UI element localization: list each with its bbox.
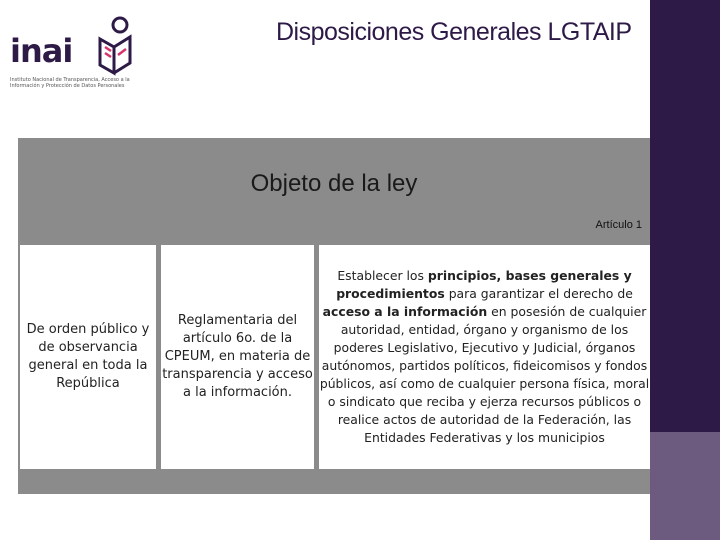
page-title: Disposiciones Generales LGTAIP xyxy=(276,18,632,46)
content-panel xyxy=(18,138,650,494)
inai-logo xyxy=(10,15,140,93)
cell-regulatory: Reglamentaria del artículo 6o. de la CPEUM, en materia de transparencia y acceso a la información. xyxy=(161,245,314,469)
right-sidebar-accent xyxy=(650,432,720,540)
person-book-icon xyxy=(90,15,138,77)
slide-title: Objeto de la ley xyxy=(250,170,418,197)
article-label: Artículo 1 xyxy=(595,219,642,231)
cell-objective: Establecer los principios, bases generales y procedimientos para garantizar el derecho de acceso a la información en posesión de cualquier autoridad, entidad, órgano y organismo de los poderes Legislativo, Ejecutivo y Judicial, órganos autónomos, partidos políticos, fideicomisos y fondos públicos, así como de cualquier persona física, moral o sindicato que reciba y ejerza recursos públicos o realice actos de autoridad de la Federación, las Entidades Federativas y los municipios xyxy=(319,245,650,469)
content-table xyxy=(20,245,650,469)
logo-wordmark: inai xyxy=(10,32,73,70)
cell-public-order: De orden público y de observancia general en toda la República xyxy=(20,245,156,469)
logo-tagline: Instituto Nacional de Transparencia, Acceso a la Información y Protección de Datos Personales xyxy=(10,77,130,89)
